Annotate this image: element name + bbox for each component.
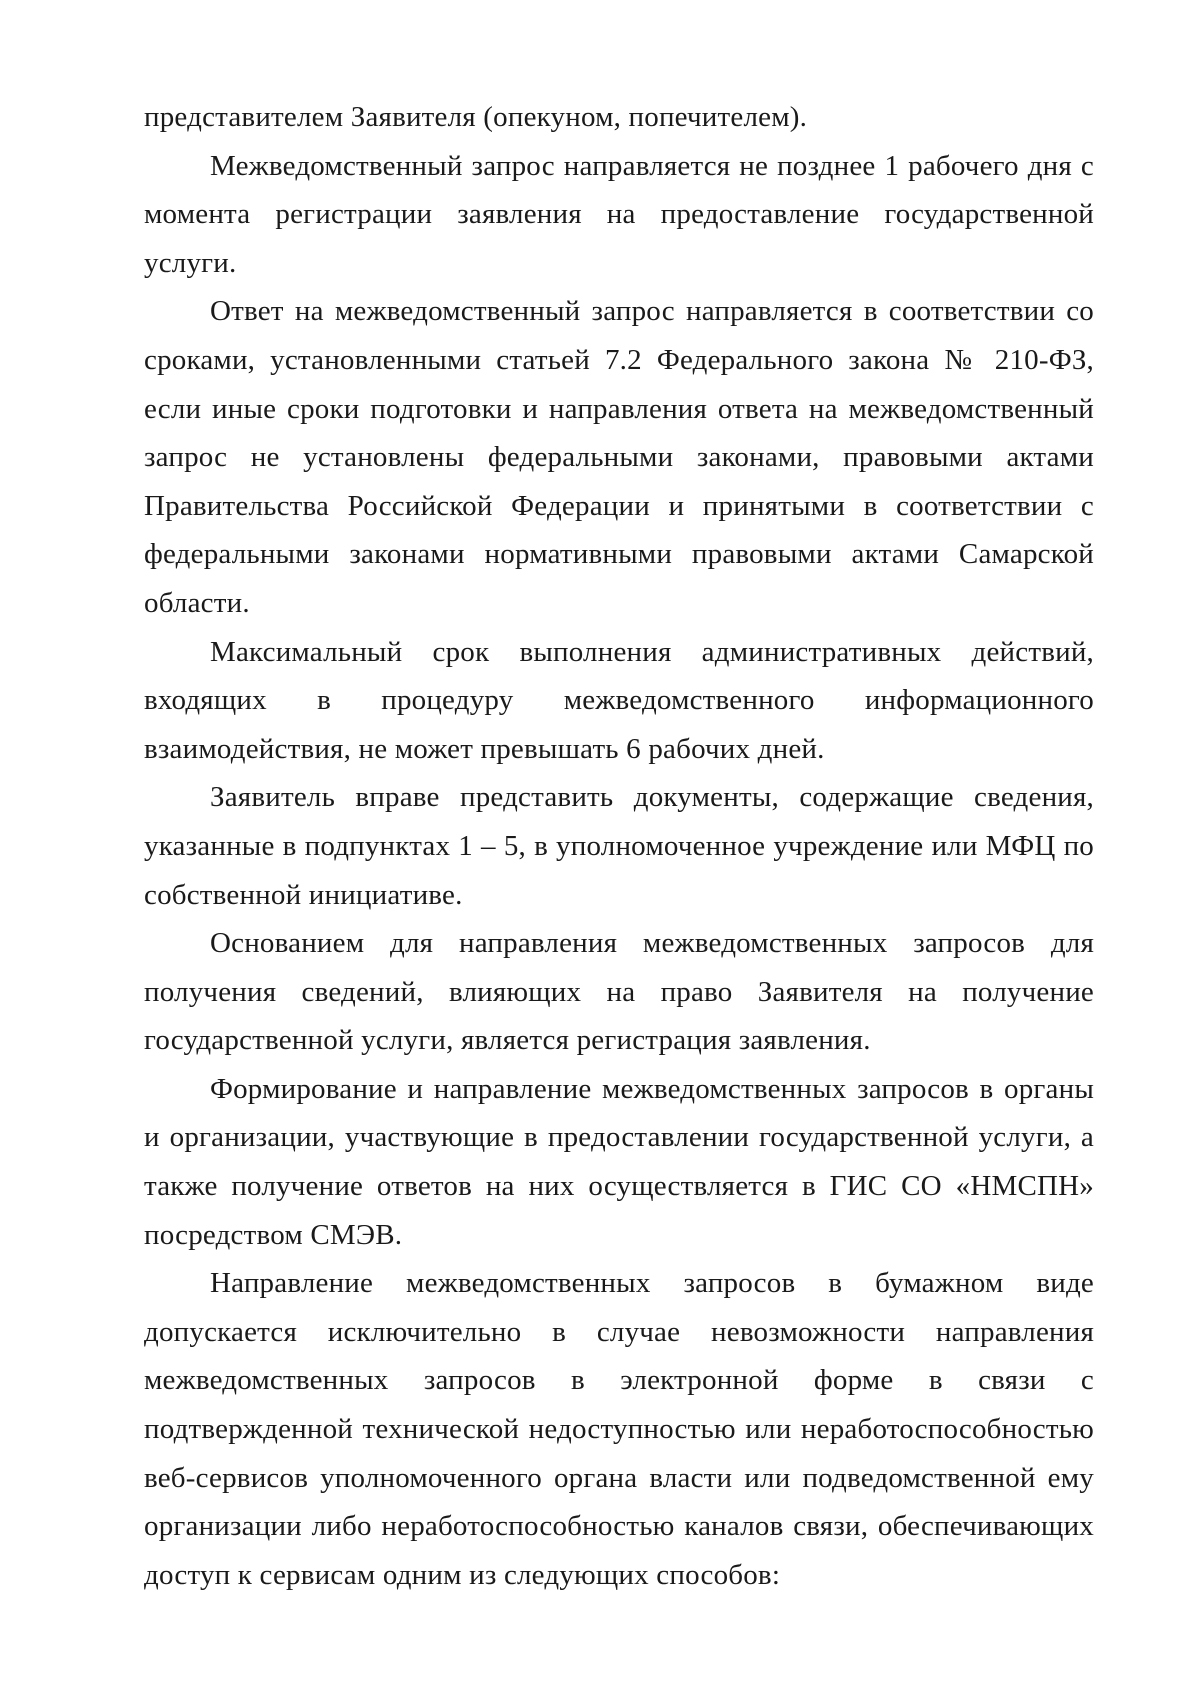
- paragraph-formation: Формирование и направление межведомственных запросов в органы и организации, участвующие в предоставлении государственной услуги, а также получение ответов на них осуществляется в ГИС СО «НМСПН» посредством СМЭВ.: [144, 1072, 1094, 1251]
- paragraph-grounds: Основанием для направления межведомственных запросов для получения сведений, влияющих на право Заявителя на получение государственной услуги, является регистрация заявления.: [144, 927, 1094, 1057]
- paragraph-applicant-right: Заявитель вправе представить документы, содержащие сведения, указанные в подпунктах 1 – 5, в уполномоченное учреждение или МФЦ по собственной инициативе.: [144, 781, 1094, 911]
- paragraph-paper-requests: Направление межведомственных запросов в бумажном виде допускается исключительно в случае невозможности направления межведомственных запросов в электронной форме в связи с подтвержденной технической недоступностью или неработоспособностью веб-сервисов уполномоченного органа власти или подведомственной ему организации либо неработоспособностью каналов связи, обеспечивающих доступ к сервисам одним из следующих способов:: [144, 1267, 1094, 1591]
- document-body: [144, 93, 1094, 1599]
- paragraph-continuation: представителем Заявителя (опекуном, попечителем).: [144, 101, 808, 133]
- paragraph-request-deadline: Межведомственный запрос направляется не позднее 1 рабочего дня с момента регистрации заявления на предоставление государственной услуги.: [144, 149, 1094, 279]
- paragraph-response-terms: Ответ на межведомственный запрос направляется в соответствии со сроками, установленными статьей 7.2 Федерального закона № 210-ФЗ, если иные сроки подготовки и направления ответа на межведомственный запрос не установлены федеральными законами, правовыми актами Правительства Российской Федерации и принятыми в соответствии с федеральными законами нормативными правовыми актами Самарской области.: [144, 295, 1094, 619]
- paragraph-max-duration: Максимальный срок выполнения административных действий, входящих в процедуру межведомственного информационного взаимодействия, не может превышать 6 рабочих дней.: [144, 635, 1094, 765]
